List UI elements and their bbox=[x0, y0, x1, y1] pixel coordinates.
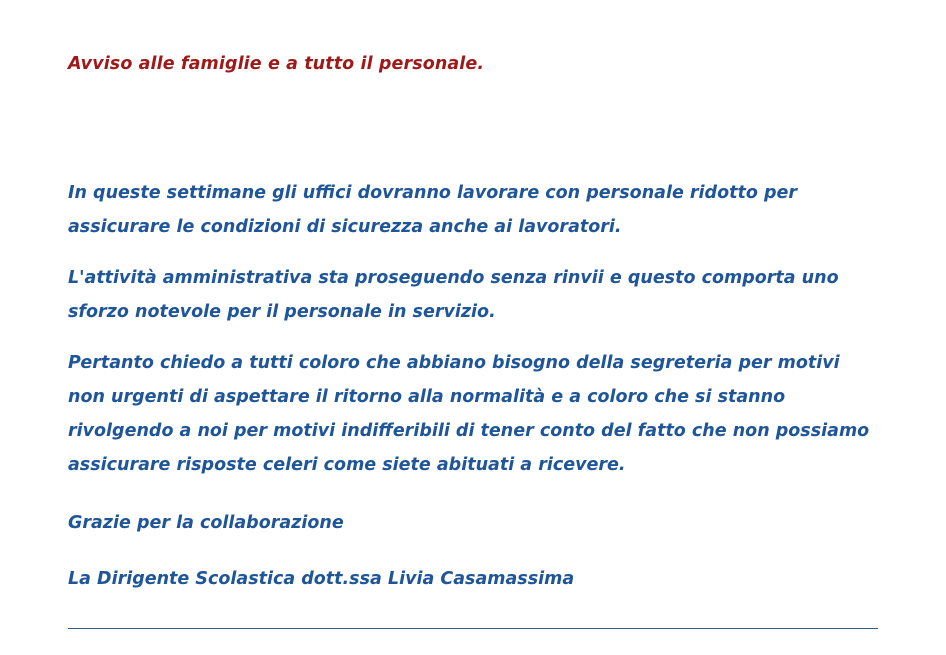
page-title: Avviso alle famiglie e a tutto il personale. bbox=[68, 54, 485, 74]
paragraph-3: Pertanto chiedo a tutti coloro che abbiano bisogno della segreteria per motivi non urgenti di aspettare il ritorno alla normalità e a coloro che si stanno rivolgendo a noi per motivi indifferibili di tener conto del fatto che non possiamo assicurare risposte celeri come siete abituati a ricevere. bbox=[68, 353, 870, 475]
paragraph-1: In queste settimane gli uffici dovranno lavorare con personale ridotto per assicurare le condizioni di sicurezza anche ai lavoratori. bbox=[68, 183, 797, 237]
document-body bbox=[68, 176, 880, 596]
signature-line: La Dirigente Scolastica dott.ssa Livia Casamassima bbox=[68, 569, 575, 589]
paragraph-2: L'attività amministrativa sta proseguendo senza rinvii e questo comporta uno sforzo notevole per il personale in servizio. bbox=[68, 268, 839, 322]
horizontal-divider bbox=[68, 628, 878, 629]
closing-line: Grazie per la collaborazione bbox=[68, 513, 344, 533]
